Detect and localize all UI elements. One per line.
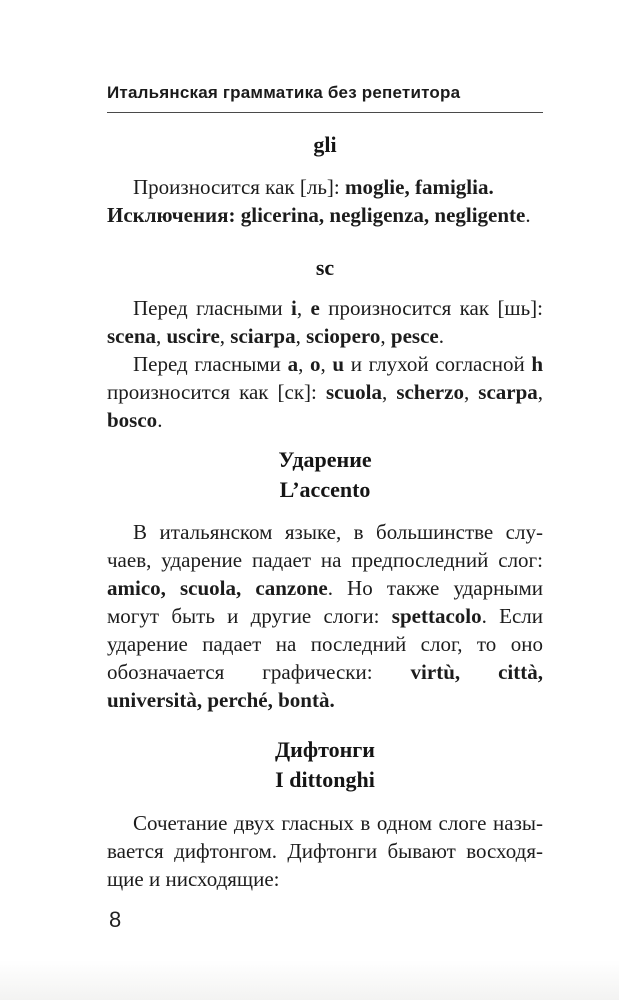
text-run-bold: scherzo [396, 380, 464, 404]
section-heading-accent-ru: Ударение [278, 447, 372, 472]
text-run-bold: amico, scuola, canzone [107, 576, 328, 600]
text-run: , [380, 324, 391, 348]
text-run: . Если ударение падает на последний слог, то оно обозначается графически: [107, 604, 543, 684]
section-sc [107, 253, 543, 434]
text-run-bold: moglie, famiglia. [344, 175, 494, 199]
text-run: , [296, 296, 311, 320]
running-header-title: Итальянская грамматика без репетитора [107, 83, 461, 102]
running-header [107, 82, 543, 113]
section-heading-accent-it: L’accento [279, 477, 371, 502]
section-heading-diphthongs-ru: Дифтонги [275, 737, 375, 762]
text-run-bold: e [310, 296, 320, 320]
text-run: , [156, 324, 167, 348]
paragraph-accent [107, 518, 543, 714]
text-run: , [219, 324, 231, 348]
text-run: , [537, 380, 544, 404]
text-run-bold: uscire [166, 324, 220, 348]
text-run-bold: o [309, 352, 321, 376]
section-heading-accent [107, 445, 543, 505]
paragraph-diphthongs [107, 809, 543, 893]
text-run-bold: spettacolo [391, 604, 482, 628]
text-run: произносится как [шь]: [319, 296, 544, 320]
section-diphthongs [107, 735, 543, 893]
text-run-bold: h [531, 352, 544, 376]
text-run-bold: u [332, 352, 345, 376]
text-run-bold: Исключения: glicerina, negligenza, negligente [107, 203, 526, 227]
text-run-bold: a [287, 352, 299, 376]
text-run: Перед гласными [133, 296, 292, 320]
paragraph-sc-soft [107, 294, 543, 350]
paragraph-gli-pronunciation [107, 173, 543, 201]
text-run: Произносится как [ль]: [133, 175, 345, 199]
section-heading-diphthongs-it: I dittonghi [275, 767, 375, 792]
section-gli [107, 130, 543, 229]
paragraph-gli-exceptions [107, 201, 543, 229]
section-heading-gli: gli [313, 132, 337, 157]
text-run: , [298, 352, 310, 376]
text-run-bold: scuola [325, 380, 382, 404]
text-run: . [157, 408, 163, 432]
text-run-bold: sciarpa [230, 324, 296, 348]
text-run: . [525, 203, 531, 227]
section-heading-sc: sc [315, 255, 335, 280]
text-run: Перед гласными [133, 352, 288, 376]
text-run-bold: scarpa [478, 380, 538, 404]
text-run: , [463, 380, 479, 404]
text-run: и глухой согласной [344, 352, 532, 376]
text-run: , [320, 352, 333, 376]
text-run: произносится как [ск]: [107, 380, 326, 404]
section-heading-diphthongs [107, 735, 543, 795]
text-run: Сочетание двух гласных в одном слоге называется дифтонгом. Дифтонги бывают восходящие и нисходящие: [107, 811, 543, 891]
text-run: . Но также ударными могут быть и другие слоги: [107, 576, 544, 628]
page-number: 8 [109, 907, 122, 932]
text-run-bold: sciopero [306, 324, 381, 348]
section-accent [107, 445, 543, 714]
text-run-bold: bosco [107, 408, 158, 432]
text-run: , [381, 380, 397, 404]
text-run: , [295, 324, 307, 348]
text-run-bold: virtù, città, università, perché, bontà. [107, 660, 543, 712]
text-run-bold: i [291, 296, 297, 320]
text-run: . [438, 324, 444, 348]
text-run-bold: pesce [390, 324, 439, 348]
text-run: В итальянском языке, в большинстве случаев, ударение падает на предпоследний слог: [107, 520, 543, 572]
text-run-bold: scena [107, 324, 156, 348]
paragraph-sc-hard [107, 350, 543, 434]
